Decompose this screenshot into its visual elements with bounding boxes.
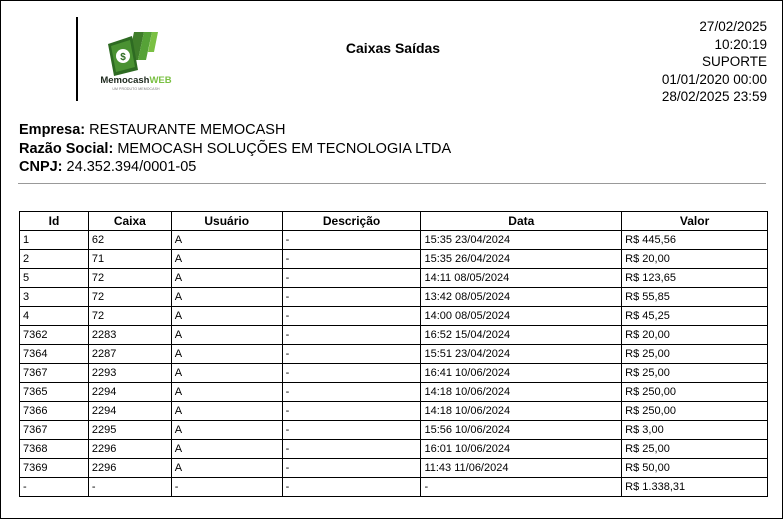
- cell-valor: R$ 25,00: [622, 364, 768, 383]
- cell-valor: R$ 50,00: [622, 459, 768, 478]
- cell-valor: R$ 20,00: [622, 250, 768, 269]
- cell-id: 4: [20, 307, 89, 326]
- report-meta: [662, 18, 767, 106]
- cell-caixa: 72: [88, 307, 171, 326]
- cell-id: 7367: [20, 364, 89, 383]
- table-row: [20, 459, 768, 478]
- cell-descricao: -: [282, 345, 421, 364]
- cnpj-value: 24.352.394/0001-05: [66, 159, 197, 175]
- cell-usuario: A: [171, 269, 282, 288]
- empresa-value: RESTAURANTE MEMOCASH: [89, 122, 286, 138]
- cell-id: 2: [20, 250, 89, 269]
- cell-descricao: -: [282, 326, 421, 345]
- cell-descricao: -: [282, 364, 421, 383]
- memocash-web-logo: [86, 28, 186, 92]
- column-header-descricao: Descrição: [282, 212, 421, 231]
- cell-id: 5: [20, 269, 89, 288]
- cell-valor: R$ 123,65: [622, 269, 768, 288]
- cell-usuario: A: [171, 364, 282, 383]
- table-row: [20, 326, 768, 345]
- cell-id: 7368: [20, 440, 89, 459]
- table-row: [20, 231, 768, 250]
- cell-usuario: A: [171, 307, 282, 326]
- cell-data: 14:18 10/06/2024: [421, 383, 622, 402]
- empresa-line: [19, 121, 451, 140]
- svg-text:$: $: [120, 52, 126, 63]
- table-row: [20, 345, 768, 364]
- report-user: SUPORTE: [701, 54, 767, 69]
- cnpj-label: CNPJ:: [19, 159, 63, 175]
- report-time: 10:20:19: [714, 36, 767, 52]
- cell-valor: R$ 1.338,31: [622, 478, 768, 497]
- table-row: [20, 440, 768, 459]
- cell-caixa: 71: [88, 250, 171, 269]
- razao-value: MEMOCASH SOLUÇÕES EM TECNOLOGIA LTDA: [117, 140, 452, 157]
- cell-descricao: -: [282, 250, 421, 269]
- cash-outflows-table: [19, 211, 768, 497]
- cell-data: 13:42 08/05/2024: [421, 288, 622, 307]
- cell-usuario: A: [171, 440, 282, 459]
- cell-valor: R$ 20,00: [622, 326, 768, 345]
- cell-caixa: 2293: [88, 364, 171, 383]
- table-row: [20, 307, 768, 326]
- report-title: Caixas Saídas: [345, 40, 441, 56]
- table-body: [20, 231, 768, 497]
- cell-caixa: 2296: [88, 440, 171, 459]
- cell-data: 14:18 10/06/2024: [421, 402, 622, 421]
- logo-tagline: UM PRODUTO MEMOCASH: [112, 87, 160, 91]
- cell-id: 3: [20, 288, 89, 307]
- cell-usuario: A: [171, 383, 282, 402]
- cell-data: -: [421, 478, 622, 497]
- period-end: 28/02/2025 23:59: [661, 89, 767, 104]
- column-header-caixa: Caixa: [88, 212, 171, 231]
- cell-caixa: 2287: [88, 345, 171, 364]
- cell-usuario: -: [171, 478, 282, 497]
- cell-usuario: A: [171, 326, 282, 345]
- company-info: [19, 121, 451, 177]
- column-header-valor: Valor: [622, 212, 768, 231]
- cell-usuario: A: [171, 250, 282, 269]
- cell-descricao: -: [282, 383, 421, 402]
- cell-descricao: -: [282, 459, 421, 478]
- cell-caixa: 2283: [88, 326, 171, 345]
- cell-id: 7367: [20, 421, 89, 440]
- cell-valor: R$ 25,00: [622, 345, 768, 364]
- cell-descricao: -: [282, 440, 421, 459]
- cell-id: 7366: [20, 402, 89, 421]
- header-divider: [76, 17, 78, 101]
- cell-descricao: -: [282, 231, 421, 250]
- table-row: [20, 288, 768, 307]
- cell-data: 16:01 10/06/2024: [421, 440, 622, 459]
- cell-id: -: [20, 478, 89, 497]
- cell-valor: R$ 445,56: [622, 231, 768, 250]
- section-divider: [18, 183, 766, 184]
- cell-caixa: 2295: [88, 421, 171, 440]
- cell-caixa: 2294: [88, 402, 171, 421]
- cell-data: 15:51 23/04/2024: [421, 345, 622, 364]
- cell-usuario: A: [171, 231, 282, 250]
- cell-caixa: 2294: [88, 383, 171, 402]
- cell-usuario: A: [171, 345, 282, 364]
- table-header-row: [20, 212, 768, 231]
- report-date: 27/02/2025: [699, 19, 767, 34]
- cell-data: 16:52 15/04/2024: [421, 326, 622, 345]
- cell-caixa: 2296: [88, 459, 171, 478]
- column-header-usuario: Usuário: [171, 212, 282, 231]
- table-row: [20, 269, 768, 288]
- table-row: [20, 383, 768, 402]
- cell-valor: R$ 25,00: [622, 440, 768, 459]
- cell-descricao: -: [282, 288, 421, 307]
- cell-caixa: 72: [88, 288, 171, 307]
- cell-descricao: -: [282, 478, 421, 497]
- razao-label: Razão Social:: [19, 140, 114, 157]
- table-row: [20, 364, 768, 383]
- period-start: 01/01/2020 00:00: [661, 71, 767, 87]
- razao-line: [19, 140, 451, 159]
- cnpj-line: [19, 158, 451, 177]
- cell-descricao: -: [282, 402, 421, 421]
- cell-caixa: 62: [88, 231, 171, 250]
- cell-descricao: -: [282, 421, 421, 440]
- table-row: [20, 402, 768, 421]
- table-row: [20, 250, 768, 269]
- cell-valor: R$ 250,00: [622, 383, 768, 402]
- cell-data: 14:11 08/05/2024: [421, 269, 622, 288]
- cell-id: 7364: [20, 345, 89, 364]
- total-row: [20, 478, 768, 497]
- cell-usuario: A: [171, 459, 282, 478]
- cell-usuario: A: [171, 288, 282, 307]
- cell-usuario: A: [171, 402, 282, 421]
- cell-caixa: -: [88, 478, 171, 497]
- cell-data: 15:56 10/06/2024: [421, 421, 622, 440]
- cell-usuario: A: [171, 421, 282, 440]
- cell-descricao: -: [282, 269, 421, 288]
- column-header-id: Id: [20, 212, 89, 231]
- cell-id: 7369: [20, 459, 89, 478]
- cell-valor: R$ 3,00: [622, 421, 768, 440]
- cell-data: 15:35 23/04/2024: [421, 231, 622, 250]
- empresa-label: Empresa:: [19, 122, 86, 138]
- cell-id: 7365: [20, 383, 89, 402]
- cell-descricao: -: [282, 307, 421, 326]
- table-row: [20, 421, 768, 440]
- cell-data: 15:35 26/04/2024: [421, 250, 622, 269]
- column-header-data: Data: [421, 212, 622, 231]
- cell-valor: R$ 250,00: [622, 402, 768, 421]
- cell-caixa: 72: [88, 269, 171, 288]
- cell-data: 11:43 11/06/2024: [421, 459, 622, 478]
- logo-wordmark: MemocashWEB: [100, 75, 172, 86]
- cell-data: 16:41 10/06/2024: [421, 364, 622, 383]
- cell-data: 14:00 08/05/2024: [421, 307, 622, 326]
- cell-id: 1: [20, 231, 89, 250]
- cell-valor: R$ 45,25: [622, 307, 768, 326]
- cell-valor: R$ 55,85: [622, 288, 768, 307]
- cell-id: 7362: [20, 326, 89, 345]
- money-bill-icon: [86, 28, 186, 76]
